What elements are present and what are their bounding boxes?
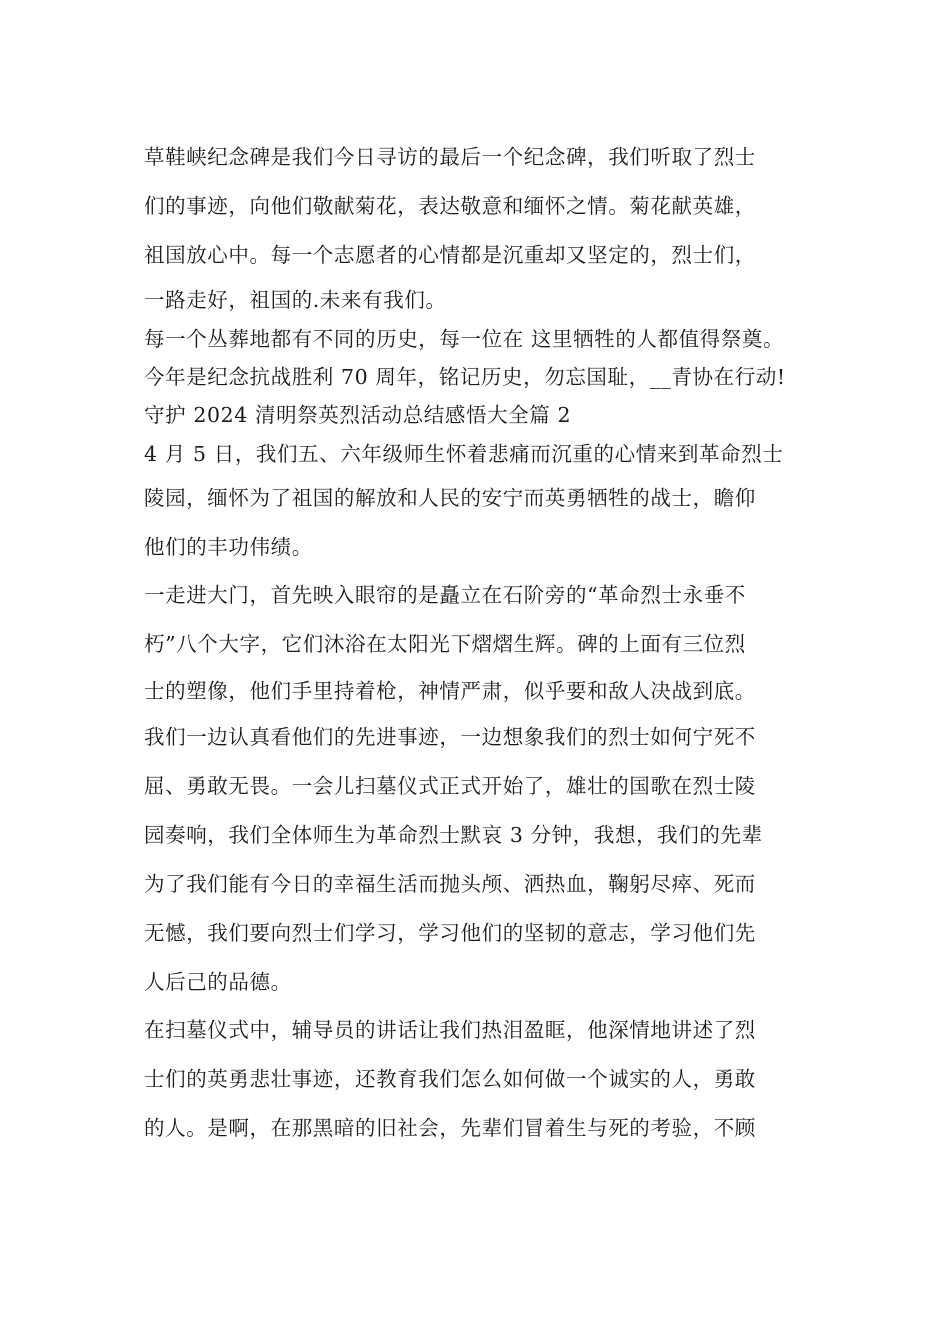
- text-line: 园奏响，我们全体师生为革命烈士默哀 3 分钟，我想，我们的先辈: [144, 823, 763, 847]
- paragraph-2: [144, 320, 824, 396]
- text-line: 今年是纪念抗战胜利 70 周年，铭记历史，勿忘国耻，__青协在行动!: [144, 365, 786, 389]
- paragraph-5: [144, 1006, 824, 1153]
- text-line: 每一个丛葬地都有不同的历史，每一位在 这里牺牲的人都值得祭奠。: [144, 327, 785, 351]
- paragraph-3: [144, 434, 824, 571]
- text-line: 祖国放心中。每一个志愿者的心情都是沉重却又坚定的，烈士们，: [144, 243, 756, 267]
- text-line: 他们的丰功伟绩。: [144, 535, 313, 559]
- text-line: 的人。是啊，在那黑暗的旧社会，先辈们冒着生与死的考验，不顾: [144, 1116, 756, 1140]
- text-line: 在扫墓仪式中，辅导员的讲话让我们热泪盈眶，他深情地讲述了烈: [144, 1018, 756, 1042]
- text-line: 士的塑像，他们手里持着枪，神情严肃，似乎要和敌人决战到底。: [144, 679, 756, 703]
- text-line: 草鞋峡纪念碑是我们今日寻访的最后一个纪念碑，我们听取了烈士: [144, 145, 756, 169]
- text-line: 4 月 5 日，我们五、六年级师生怀着悲痛而沉重的心情来到革命烈士: [144, 442, 784, 466]
- text-line: 人后己的品德。: [144, 970, 292, 994]
- section-title: 守护 2024 清明祭英烈活动总结感悟大全篇 2: [144, 403, 572, 427]
- paragraph-4: [144, 571, 824, 1006]
- text-line: 一路走好，祖国的.未来有我们。: [144, 288, 447, 312]
- paragraph-1: [144, 133, 824, 320]
- text-line: 陵园，缅怀为了祖国的解放和人民的安宁而英勇牺牲的战士，瞻仰: [144, 486, 756, 510]
- text-line: 屈、勇敢无畏。一会儿扫墓仪式正式开始了，雄壮的国歌在烈士陵: [144, 774, 756, 798]
- text-line: 士们的英勇悲壮事迹，还教育我们怎么如何做一个诚实的人，勇敢: [144, 1067, 756, 1091]
- text-line: 无憾，我们要向烈士们学习，学习他们的坚韧的意志，学习他们先: [144, 921, 756, 945]
- document-body: [144, 133, 824, 1153]
- section-heading: [144, 396, 824, 434]
- text-line: 朽”八个大字，它们沐浴在太阳光下熠熠生辉。碑的上面有三位烈: [144, 632, 746, 656]
- text-line: 我们一边认真看他们的先进事迹，一边想象我们的烈士如何宁死不: [144, 725, 756, 749]
- text-line: 为了我们能有今日的幸福生活而抛头颅、洒热血，鞠躬尽瘁、死而: [144, 872, 756, 896]
- text-line: 一走进大门，首先映入眼帘的是矗立在石阶旁的“革命烈士永垂不: [144, 583, 746, 607]
- text-line: 们的事迹，向他们敬献菊花，表达敬意和缅怀之情。菊花献英雄，: [144, 194, 756, 218]
